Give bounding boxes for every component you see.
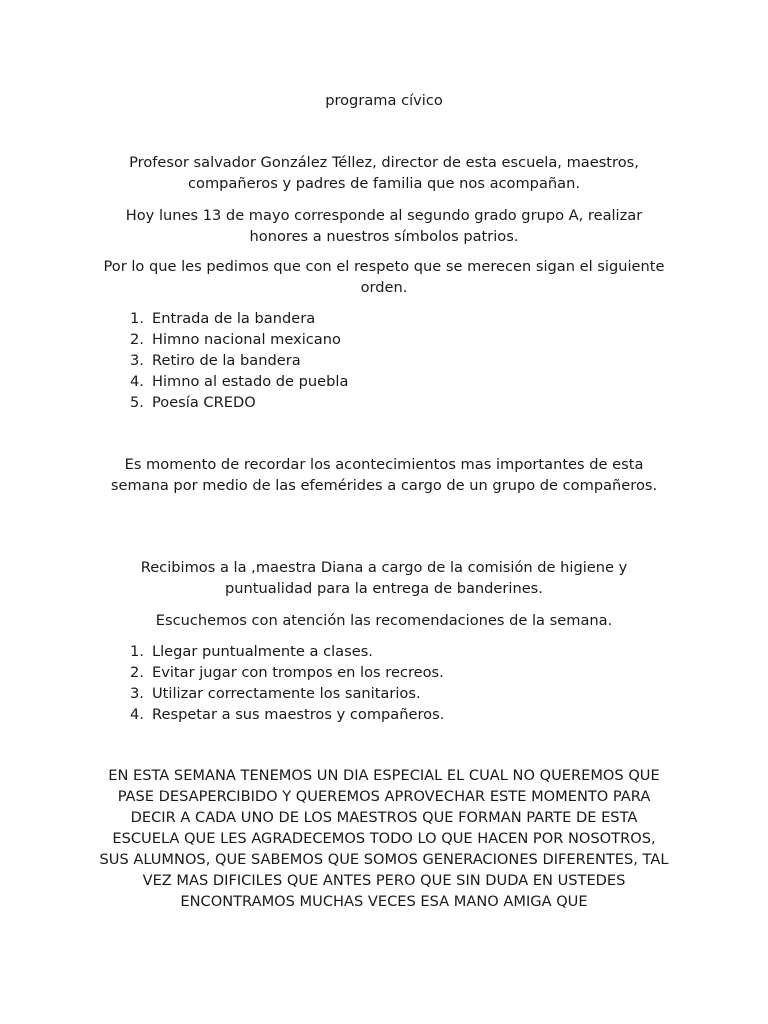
announcement-paragraph: Hoy lunes 13 de mayo corresponde al segundo grado grupo A, realizar honores a nuestros símbolos patrios. bbox=[125, 207, 643, 245]
list-text: Utilizar correctamente los sanitarios. bbox=[152, 685, 421, 702]
list-number: 2. bbox=[130, 664, 144, 681]
list-text: Evitar jugar con trompos en los recreos. bbox=[152, 664, 444, 681]
list-item bbox=[130, 704, 444, 725]
list-item bbox=[130, 662, 444, 683]
list-item bbox=[130, 308, 348, 329]
list-number: 3. bbox=[130, 352, 144, 369]
list-number: 1. bbox=[130, 643, 144, 660]
ceremony-order-list bbox=[130, 308, 348, 413]
recommendations-intro-paragraph: Escuchemos con atención las recomendaciones de la semana. bbox=[155, 612, 613, 629]
document-title: programa cívico bbox=[325, 92, 443, 109]
hygiene-commission-paragraph: Recibimos a la ,maestra Diana a cargo de la comisión de higiene y puntualidad para la entrega de banderines. bbox=[140, 559, 628, 597]
list-text: Retiro de la bandera bbox=[152, 352, 301, 369]
ephemerides-paragraph: Es momento de recordar los acontecimientos mas importantes de esta semana por medio de las efemérides a cargo de un grupo de compañeros. bbox=[110, 456, 658, 494]
list-text: Entrada de la bandera bbox=[152, 310, 316, 327]
order-intro-paragraph: Por lo que les pedimos que con el respeto que se merecen sigan el siguiente orden. bbox=[103, 258, 665, 296]
list-item bbox=[130, 350, 348, 371]
list-number: 2. bbox=[130, 331, 144, 348]
list-text: Himno al estado de puebla bbox=[152, 373, 349, 390]
list-text: Respetar a sus maestros y compañeros. bbox=[152, 706, 445, 723]
list-text: Himno nacional mexicano bbox=[152, 331, 341, 348]
list-number: 4. bbox=[130, 706, 144, 723]
list-number: 1. bbox=[130, 310, 144, 327]
list-item bbox=[130, 641, 444, 662]
list-item bbox=[130, 392, 348, 413]
list-number: 5. bbox=[130, 394, 144, 411]
list-item bbox=[130, 329, 348, 350]
list-text: Poesía CREDO bbox=[152, 394, 256, 411]
list-text: Llegar puntualmente a clases. bbox=[152, 643, 373, 660]
list-item bbox=[130, 371, 348, 392]
recommendations-list bbox=[130, 641, 444, 725]
list-number: 3. bbox=[130, 685, 144, 702]
list-item bbox=[130, 683, 444, 704]
list-number: 4. bbox=[130, 373, 144, 390]
teachers-day-paragraph: EN ESTA SEMANA TENEMOS UN DIA ESPECIAL EL CUAL NO QUEREMOS QUE PASE DESAPERCIBIDO Y QUEREMOS APROVECHAR ESTE MOMENTO PARA DECIR A CADA UNO DE LOS MAESTROS QUE FORMAN PARTE DE ESTA ESCUELA QUE LES AGRADECEMOS TODO LO QUE HACEN POR NOSOTROS, SUS ALUMNOS, QUE SABEMOS QUE SOMOS GENERACIONES DIFERENTES, TAL VEZ MAS DIFICILES QUE ANTES PERO QUE SIN DUDA EN USTEDES ENCONTRAMOS MUCHAS VECES ESA MANO AMIGA QUE bbox=[99, 767, 669, 910]
greeting-paragraph: Profesor salvador González Téllez, director de esta escuela, maestros, compañeros y padres de familia que nos acompañan. bbox=[129, 154, 639, 192]
